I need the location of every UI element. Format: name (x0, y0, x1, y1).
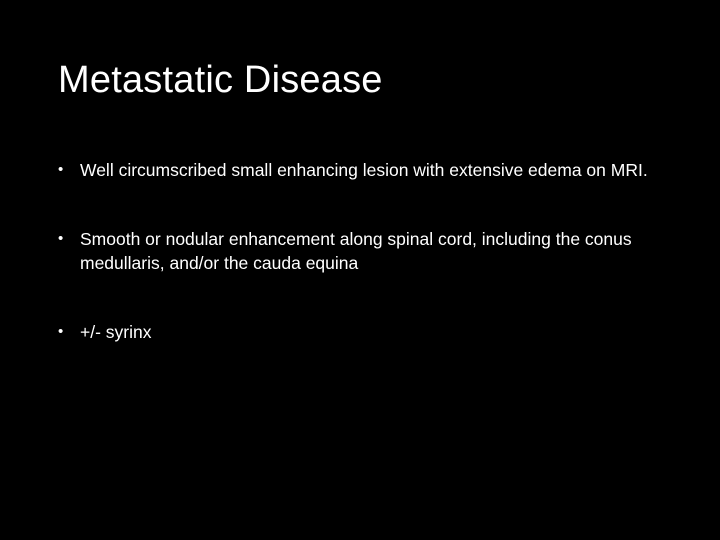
bullet-item (58, 320, 668, 344)
bullet-text: Smooth or nodular enhancement along spinal cord, including the conus medullaris, and/or the cauda equina (80, 229, 632, 273)
bullet-list (58, 158, 668, 344)
bullet-text: Well circumscribed small enhancing lesion with extensive edema on MRI. (80, 160, 648, 180)
bullet-dot: • (58, 323, 64, 340)
bullet-dot: • (58, 230, 64, 247)
bullet-dot: • (58, 161, 64, 178)
bullet-item (58, 227, 668, 275)
bullet-text: +/- syrinx (80, 322, 152, 342)
slide-title: Metastatic Disease (58, 59, 383, 101)
bullet-item (58, 158, 668, 182)
